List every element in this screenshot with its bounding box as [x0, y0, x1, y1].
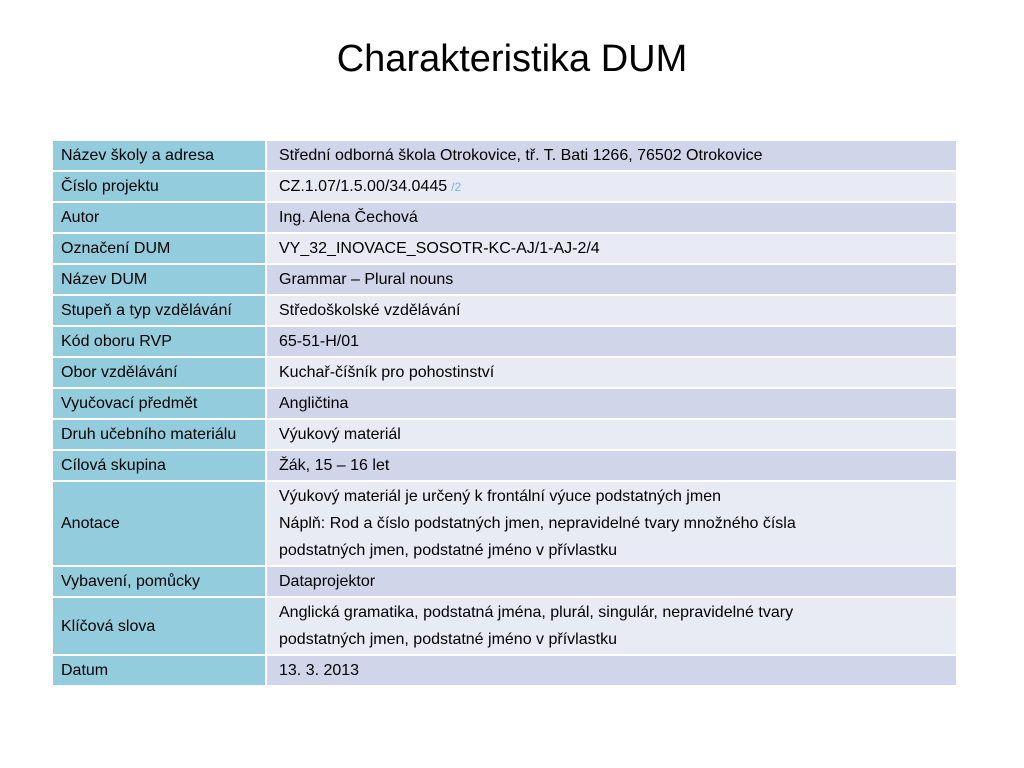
table-row [53, 482, 956, 567]
row-label: Datum [53, 656, 267, 687]
row-label: Kód oboru RVP [53, 327, 267, 358]
table-row [53, 567, 956, 598]
page-title: Charakteristika DUM [336, 38, 688, 80]
row-value: Žák, 15 – 16 let [267, 451, 956, 482]
table-row [53, 327, 956, 358]
table-row [53, 234, 956, 265]
row-value: Ing. Alena Čechová [267, 203, 956, 234]
table-row [53, 141, 956, 172]
row-label: Vybavení, pomůcky [53, 567, 267, 598]
keywords-line: Anglická gramatika, podstatná jména, plurál, singulár, nepravidelné tvary [279, 604, 794, 621]
project-number-suffix: /2 [451, 179, 462, 194]
row-value: Kuchař-číšník pro pohostinství [267, 358, 956, 389]
row-label: Označení DUM [53, 234, 267, 265]
table-row [53, 598, 956, 656]
table-row [53, 265, 956, 296]
row-label: Cílová skupina [53, 451, 267, 482]
annotation-line: Výukový materiál je určený k frontální výuce podstatných jmen [279, 488, 721, 505]
row-value [267, 482, 956, 567]
dum-info-table [53, 141, 956, 687]
row-label: Obor vzdělávání [53, 358, 267, 389]
table-row [53, 358, 956, 389]
table-row [53, 656, 956, 687]
annotation-line: Náplň: Rod a číslo podstatných jmen, nepravidelné tvary množného čísla [279, 515, 796, 532]
row-value: Výukový materiál [267, 420, 956, 451]
table-row [53, 420, 956, 451]
project-number: CZ.1.07/1.5.00/34.0445 [279, 177, 448, 195]
row-label: Anotace [53, 482, 267, 567]
table-row [53, 172, 956, 203]
table-row [53, 389, 956, 420]
table-row [53, 203, 956, 234]
row-label: Stupeň a typ vzdělávání [53, 296, 267, 327]
row-label: Vyučovací předmět [53, 389, 267, 420]
row-value: 13. 3. 2013 [267, 656, 956, 687]
row-label: Název školy a adresa [53, 141, 267, 172]
table-row [53, 296, 956, 327]
row-label: Název DUM [53, 265, 267, 296]
row-value: Dataprojektor [267, 567, 956, 598]
row-label: Klíčová slova [53, 598, 267, 656]
annotation-line: podstatných jmen, podstatné jméno v přívlastku [279, 542, 617, 559]
row-label: Číslo projektu [53, 172, 267, 203]
row-value: Angličtina [267, 389, 956, 420]
row-value: Grammar – Plural nouns [267, 265, 956, 296]
row-value: Střední odborná škola Otrokovice, tř. T. Bati 1266, 76502 Otrokovice [267, 141, 956, 172]
keywords-line: podstatných jmen, podstatné jméno v přívlastku [279, 631, 617, 648]
row-value [267, 598, 956, 656]
row-label: Druh učebního materiálu [53, 420, 267, 451]
row-label: Autor [53, 203, 267, 234]
row-value [267, 172, 956, 203]
table-row [53, 451, 956, 482]
row-value: VY_32_INOVACE_SOSOTR-KC-AJ/1-AJ-2/4 [267, 234, 956, 265]
row-value: Středoškolské vzdělávání [267, 296, 956, 327]
row-value: 65-51-H/01 [267, 327, 956, 358]
